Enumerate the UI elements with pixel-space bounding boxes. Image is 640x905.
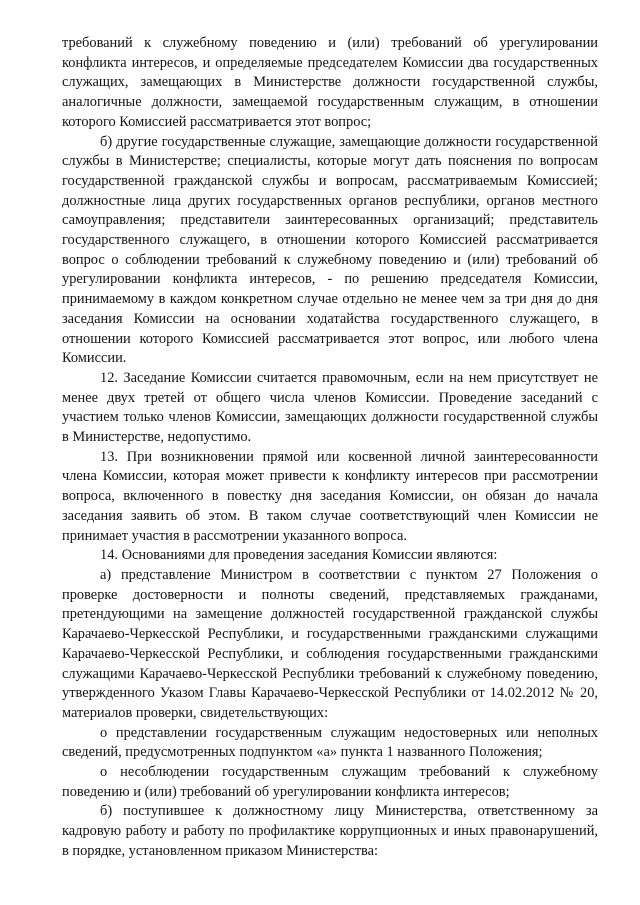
paragraph-other-participants: б) другие государственные служащие, замещающие должности государственной службы в Министерстве; специалисты, которые могут дать пояснения по вопросам государственной гражданской службы и вопросам, рассматриваемым Комиссией; должностные лица других государственных органов республики, органов местного самоуправления; представители заинтересованных организаций; представитель государственного служащего, в отношении которого Комиссией рассматривается вопрос о соблюдении требований к служебному поведению и (или) требований об урегулировании конфликта интересов, - по решению председателя Комиссии, принимаемому в каждом конкретном случае отдельно не менее чем за три дня до дня заседания Комиссии на основании ходатайства государственного служащего, в отношении которого Комиссией рассматривается этот вопрос, или любого члена Комиссии. <box>62 133 598 367</box>
paragraph-subitem-a-minister-submission: а) представление Министром в соответствии с пунктом 27 Положения о проверке достоверности и полноты сведений, представляемых гражданами, претендующими на замещение должностей государственной гражданской службы Карачаево-Черкесской Республики, и государственными гражданскими служащими Карачаево-Черкесской Республики, и соблюдения государственными гражданскими служащими Карачаево-Черкесской Республики требований к служебному поведению, утвержденного Указом Главы Карачаево-Черкесской Республики от 14.02.2012 № 20, материалов проверки, свидетельствующих: <box>62 566 598 721</box>
paragraph-commission-members-continued: требований к служебному поведению и (или) требований об урегулировании конфликта интересов, и определяемые председателем Комиссии два государственных служащих, замещающих в Министерстве должности государственной службы, аналогичные должности, замещаемой государственным служащим, в отношении которого Комиссией рассматривается этот вопрос; <box>62 35 598 130</box>
paragraph-bullet-false-information: о представлении государственным служащим недостоверных или неполных сведений, предусмотренных подпунктом «а» пункта 1 названного Положения; <box>62 724 598 761</box>
paragraph-subitem-b-received: б) поступившее к должностному лицу Министерства, ответственному за кадровую работу и работу по профилактике коррупционных и иных правонарушений, в порядке, установленном приказом Министерства: <box>62 803 598 859</box>
paragraph-item-12-quorum: 12. Заседание Комиссии считается правомочным, если на нем присутствует не менее двух третей от общего числа членов Комиссии. Проведение заседаний с участием только членов Комиссии, замещающих должности государственной службы в Министерстве, недопустимо. <box>62 369 598 446</box>
paragraph-bullet-noncompliance: о несоблюдении государственным служащим требований к служебному поведению и (или) требований об урегулировании конфликта интересов; <box>62 764 598 800</box>
document-page <box>62 34 598 862</box>
paragraph-item-13-conflict: 13. При возникновении прямой или косвенной личной заинтересованности члена Комиссии, которая может привести к конфликту интересов при рассмотрении вопроса, включенного в повестку дня заседания Комиссии, он обязан до начала заседания заявить об этом. В таком случае соответствующий член Комиссии не принимает участия в рассмотрении указанного вопроса. <box>62 448 598 544</box>
paragraph-item-14-grounds: 14. Основаниями для проведения заседания Комиссии являются: <box>100 547 498 564</box>
